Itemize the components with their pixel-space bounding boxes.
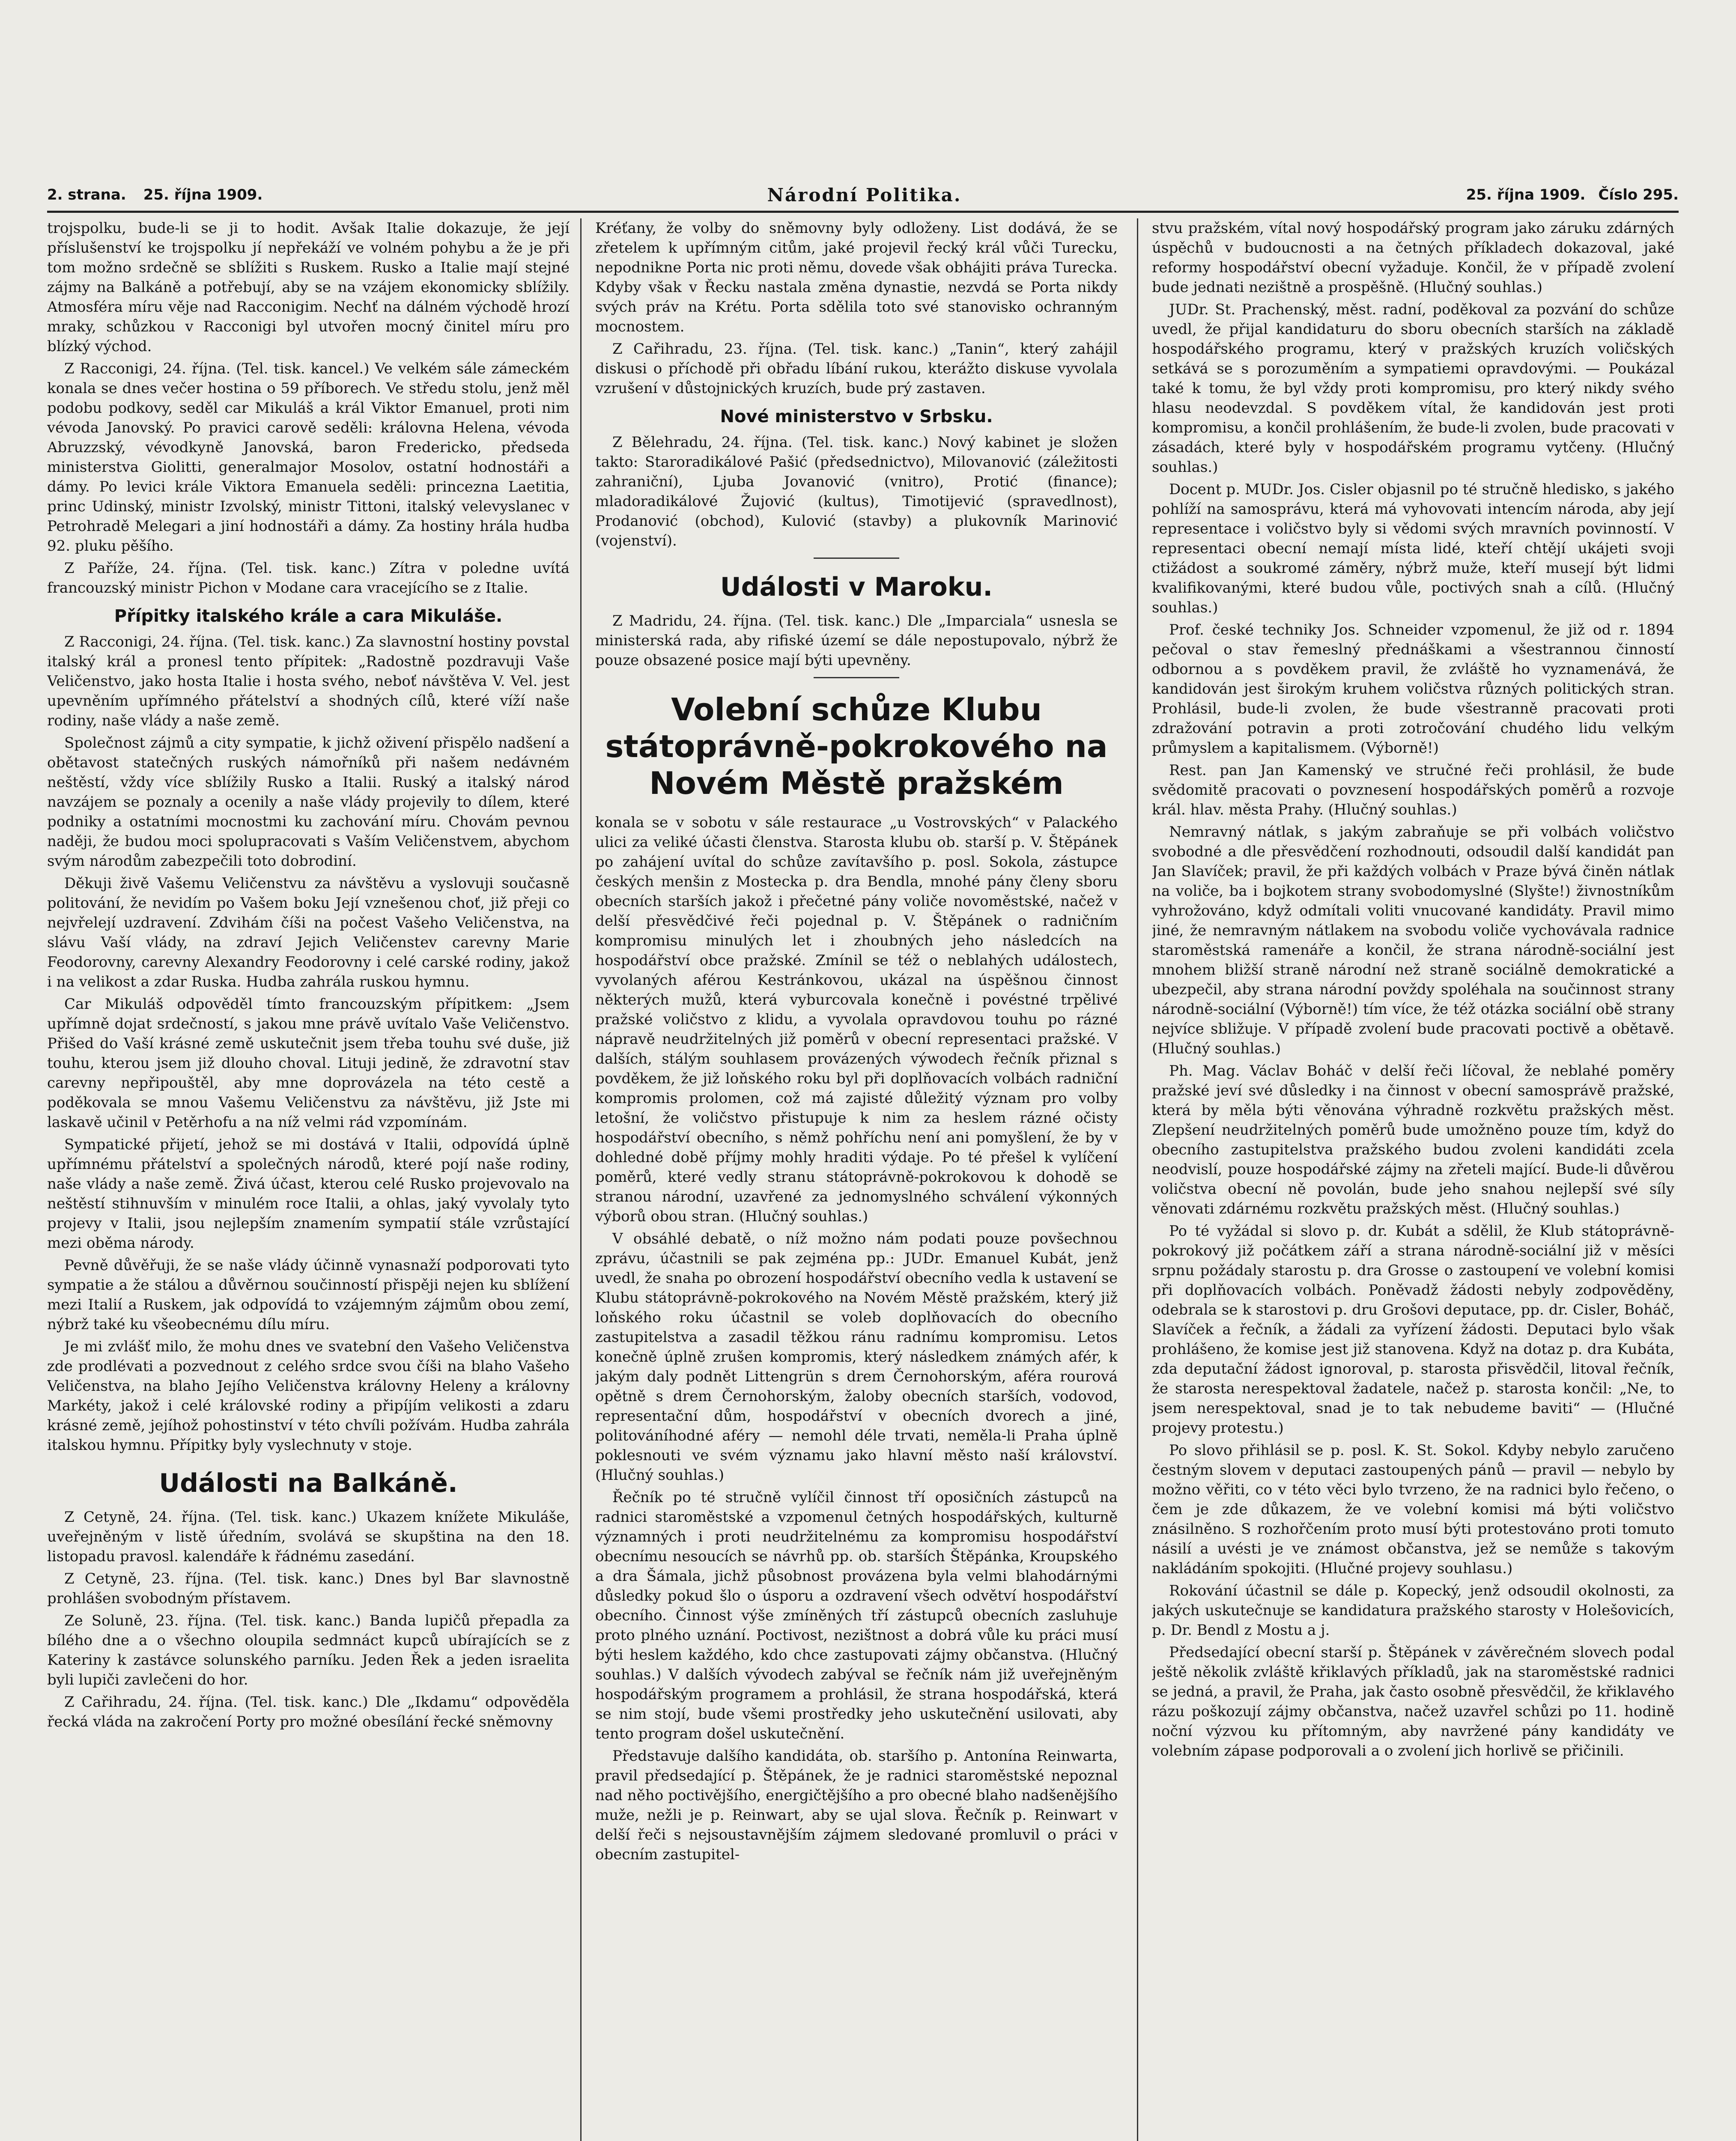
paragraph: Nemravný nátlak, s jakým zabraňuje se při volbách voličstvo svobodné a dle přesvědčení rozhodnouti, odsoudil další kandidát pan Jan Slavíček; pravil, že při každých volbách v Praze bývá činěn nátlak na voliče, ba i bojkotem strany svobodomyslné (Slyšte!) živnostníkům vyhrožováno, když odmítali voliti vnucované kandidáty. Pravil mimo jiné, že nemravným nátlakem na svobodu voliče vychovávala radnice staroměstská ramenáře a končil, že strana národně-sociální jest mnohem bližší straně národní než straně sociálně demokratické a ubezpečil, aby strana národní povždy spoléhala na součinnost strany národně-sociální (Výborně!) tím více, že též otázka sociální obě strany nejvíce sbližuje. V případě zvolení bude pracovati poctivě a obětavě. (Hlučný souhlas.)	[1152, 823, 1674, 1057]
paragraph: Z Cařihradu, 23. října. (Tel. tisk. kanc.) „Tanin“, který zahájil diskusi o příchodě při obřadu líbání rukou, kterážto diskuse vyvolala vzrušení v důstojnických kruzích, bude prý zastaven.	[595, 340, 1118, 397]
paragraph: JUDr. St. Prachenský, měst. radní, poděkoval za pozvání do schůze uvedl, že přijal kandidaturu do sboru obecních starších na základě hospodářského programu, který v pražských kruzích voličských setkává se s porozuměním a sympatiemi opravdovými. — Poukázal také k tomu, že byl vždy proti kompromisu, pro který nikdy svého hlasu neodevzdal. S povděkem vítal, že kandidován jest proti kompromisu, a končil prohlášením, že bude-li zvolen, bude pracovati v zásadách, které byly v hospodářském programu vytčeny. (Hlučný souhlas.)	[1152, 301, 1674, 476]
paragraph: Z Racconigi, 24. října. (Tel. tisk. kanc.) Za slavnostní hostiny povstal italský král a pronesl tento přípitek: „Radostně pozdravuji Vaše Veličenstvo, jako hosta Italie i hosta svého, neboť návštěva V. Vel. jest upevněním upřímného přátelství a shodných cílů, které víží naše rodiny, naše vlády a naše země.	[47, 633, 570, 729]
column-2	[595, 218, 1118, 2141]
paragraph: Docent p. MUDr. Jos. Cisler objasnil po té stručně hledisko, s jakého pohlíží na samosprávu, která má vyhovovati intencím národa, aby její representace i voličstvo byly si vědomi svých mravních povinností. V representaci obecní nemají místa lidé, kteří chtějí ukájeti svoji ctižádost a soukromé záměry, nýbrž muže, kteří musejí být lidmi kvalifikovanými, které budou vůle, poctivých snah a cílů. (Hlučný souhlas.)	[1152, 481, 1674, 616]
paragraph: Rokování účastnil se dále p. Kopecký, jenž odsoudil okolnosti, za jakých uskutečnuje se kandidatura pražského starosty v Holešovicích, p. Dr. Bendl z Mostu a j.	[1152, 1582, 1674, 1639]
column-divider	[1137, 218, 1138, 2141]
paragraph: Pevně důvěřuji, že se naše vlády účinně vynasnaží podporovati tyto sympatie a že stálou a důvěrnou součinností přispěji nejen ku sblížení mezi Italií a Ruskem, jak odpovídá to vzájemným zájmům obou zemí, nýbrž také ku všeobecnému dílu míru.	[47, 1257, 570, 1333]
separator-rule	[814, 677, 899, 678]
paragraph: Rest. pan Jan Kamenský ve stručné řeči prohlásil, že bude svědomitě pracovati o povznesení hospodářských poměrů a rozvoje král. hlav. města Prahy. (Hlučný souhlas.)	[1152, 762, 1674, 818]
paragraph: V obsáhlé debatě, o níž možno nám podati pouze povšechnou zprávu, účastnili se pak zejména pp.: JUDr. Emanuel Kubát, jenž uvedl, že snaha po obrození hospodářství obecního vedla k ustavení se Klubu státoprávně-pokrokového na Novém Městě pražském, který již loňského roku účastnil se voleb doplňovacích do obecního zastupitelstva a zasadil těžkou ránu radnímu kompromisu. Letos konečně úplně zrušen kompromis, který následkem známých afér, k jakým daly podnět Littengrün s drem Černohorským, aféra rourová opětně s drem Černohorským, žaloby obecních starších, vodovod, representační dům, hospodářství v obecních dvorech a jiné, politováníhodné aféry — nemohl déle trvati, neměla-li Praha úplně poklesnouti ve svém významu jako hlavní město naší království. (Hlučný souhlas.)	[595, 1230, 1118, 1484]
paragraph: Z Bělehradu, 24. října. (Tel. tisk. kanc.) Nový kabinet je složen takto: Staroradikálové Pašić (předsednictvo), Milovanović (záležitosti zahraniční), Ljuba Jovanović (vnitro), Protić (finance); mladoradikálové Žujović (kultus), Timotijević (spravedlnost), Prodanović (obchod), Kulović (stavby) a plukovník Marinović (vojenství).	[595, 434, 1118, 549]
header-right	[1466, 186, 1679, 203]
column-divider	[580, 218, 582, 2141]
page-number: 2. strana.	[47, 186, 126, 203]
header-date-right: 25. října 1909.	[1466, 186, 1586, 203]
column-3	[1152, 218, 1674, 2141]
paragraph: Z Cetyně, 23. října. (Tel. tisk. kanc.) Dnes byl Bar slavnostně prohlášen svobodným přístavem.	[47, 1570, 570, 1607]
masthead: Národní Politika.	[767, 184, 962, 206]
paragraph: Prof. české techniky Jos. Schneider vzpomenul, že již od r. 1894 pečoval o stav řemeslný přednáškami a všestrannou činností odbornou a s povděkem pravil, že zvláště ho vyznamenává, že kandidován jest širokým kruhem voličstva různých politických stran. Prohlásil, bude-li zvolen, že bude všestranně pracovati proti zdražování potravin a proti zotročování chudého lidu velkým průmyslem a kapitalismem. (Výborně!)	[1152, 621, 1674, 757]
paragraph: trojspolku, bude-li se ji to hodit. Avšak Italie dokazuje, že její příslušenství ke trojspolku jí nepřekáží ve volném pohybu a že je při tom možno srdečně se sblížiti s Ruskem. Rusko a Italie mají stejné zájmy na Balkáně a potřebují, aby se na vzájem ekonomicky sblížily. Atmosféra míru věje nad Racconigim. Nechť na dálném východě hrozí mraky, schůzkou v Racconigi byl utvořen mocný činitel míru pro blízký východ.	[47, 220, 570, 355]
header-rule	[47, 211, 1679, 213]
paragraph: Po slovo přihlásil se p. posl. K. St. Sokol. Kdyby nebylo zaručeno čestným slovem v deputaci zastoupených pánů — pravil — nebylo by možno věřiti, co v této věci bylo tvrzeno, že na radnici bylo řečeno, o čem je zde důkazem, že ve volební komisi má býti voličstvo znásilněno. S rozhořčením proto musí býti protestováno proti tomuto násilí a uvésti je ve známost občanstva, jež se nemůže s takovým nakládáním spokojiti. (Hlučné projevy souhlasu.)	[1152, 1442, 1674, 1577]
paragraph: Předsedající obecní starší p. Štěpánek v závěrečném slovech podal ještě několik zvláště křiklavých příkladů, jak na staroměstské radnici se jedná, a pravil, že Praha, jak často osobně přesvědčil, že křiklavého rázu poškozují zájmy občanstva, načež uzavřel schůzi po 11. hodině noční výzvou ku přítomným, aby navržené pány kandidáty ve volebním zápase podporovali a o zvolení jich horlivě se přičinili.	[1152, 1644, 1674, 1759]
section-heading: Nové ministerstvo v Srbsku.	[720, 407, 993, 426]
paragraph: Řečník po té stručně vylíčil činnost tří oposičních zástupců na radnici staroměstské a vzpomenul četných hospodářských, kulturně významných i proti neudržitelnému za kompromisu hospodářství obecnímu nesoucích se návrhů pp. ob. starších Štěpánka, Kroupského a dra Šámala, jichž působnost provázena byla velmi blahodárnými důsledky pokud šlo o úsporu a ozdravení všech odvětví hospodářství obecního. Činnost výše zmíněných tří zástupců obecních zasluhuje proto plného uznání. Poctivost, nezištnost a dobrá vůle ku práci musí býti heslem každého, kdo chce zastupovati zájmy občanstva. (Hlučný souhlas.) V dalších vývodech zabýval se řečník nám již uveřejněným hospodářským programem a prohlásil, že strana hospodářská, která se nim stojí, bude všemi prostředky jeho uskutečnění usilovati, aby tento program došel uskutečnění.	[595, 1489, 1118, 1742]
section-heading: Přípitky italského krále a cara Mikuláše.	[114, 606, 503, 626]
paragraph: Z Cařihradu, 24. října. (Tel. tisk. kanc.) Dle „Ikdamu“ odpověděla řecká vláda na zakročení Porty pro možné obesílání řecké sněmovny	[47, 1694, 570, 1730]
paragraph: stvu pražském, vítal nový hospodářský program jako záruku zdárných úspěchů v budoucnosti a na četných příkladech dokazoval, jaké reformy hospodářství obecní vyžaduje. Končil, že v případě zvolení bude jednati nezištně a prospěšně. (Hlučný souhlas.)	[1152, 220, 1674, 296]
paragraph: Z Paříže, 24. října. (Tel. tisk. kanc.) Zítra v poledne uvítá francouzský ministr Pichon v Modane cara vracejícího se z Italie.	[47, 560, 570, 596]
paragraph: Představuje dalšího kandidáta, ob. staršího p. Antonína Reinwarta, pravil předsedající p. Štěpánek, že je radnici staroměstské nepoznal nad něho poctivějšího, energičtějšího a pro obecné blaho nadšenějšího muže, nežli je p. Reinwart, aby se ujal slova. Řečník p. Reinwart v delší řeči s nejsoustavnějším zájmem sledované promluvil o práci v obecním zastupitel-	[595, 1747, 1118, 1863]
paragraph: Společnost zájmů a city sympatie, k jichž oživení přispělo nadšení a obětavost statečných ruských námořníků při našem nedávném neštěstí, vždy více sblížily Rusko a Italii. Ruský a italský národ navzájem se poznaly a ocenily a naše vlády projevily to dílem, které podniky a ostatními mocnostmi ku zachování míru. Chovám pevnou naději, že budou moci spolupracovati s Vaším Veličenstvem, abychom svým národům zabezpečili toto dobrodiní.	[47, 734, 570, 870]
paragraph: Po té vyžádal si slovo p. dr. Kubát a sdělil, že Klub státoprávně-pokrokový již počátkem září a strana národně-sociální již v měsíci srpnu požádaly starostu p. dra Grosse o zastoupení ve volební komisi při doplňovacích volbách. Poněvadž žádosti nebyly zodpověděny, odebrala se k starostovi p. dru Grošovi deputace, pp. dr. Cisler, Boháč, Slavíček a řečník, a žádali za vyřízení žádosti. Deputaci bylo však prohlášeno, že komise jest již stanovena. Když na dotaz p. dra Kubáta, zda deputační žádost ignoroval, p. starosta přisvědčil, litoval řečník, že starosta nerespektoval žadatele, načež p. starosta končil: „Ne, to jsem nerespektoval, snad je to tak nebudeme baviti“ — (Hlučné projevy protestu.)	[1152, 1223, 1674, 1437]
paragraph: Z Cetyně, 24. října. (Tel. tisk. kanc.) Ukazem knížete Mikuláše, uveřejněným v listě úředním, svolává se skupština na den 18. listopadu pravosl. kalendáře k řádnému zasedání.	[47, 1509, 570, 1565]
section-heading: Volební schůze Klubu státoprávně-pokrokového na Novém Městě pražském	[605, 692, 1108, 801]
paragraph: Ph. Mag. Václav Boháč v delší řeči líčoval, že neblahé poměry pražské jeví své důsledky i na činnost v obecní samosprávě pražské, která by měla býti věnována výhradně rozkvětu pražských měst. Zlepšení neudržitelných poměrů bude umožněno pouze tím, když do obecního zastupitelstva pražského budou zvoleni kandidáti zcela neodvislí, pouze hospodářské zájmy na zřeteli mající. Bude-li důvěrou voličstva obecní ně povolán, bude jeho snahou nejlepší své síly věnovati zdárnému rozkvětu pražských měst. (Hlučný souhlas.)	[1152, 1062, 1674, 1217]
paragraph: Kréťany, že volby do sněmovny byly odloženy. List dodává, že se zřetelem k upřímným citům, jaké projevil řecký král vůči Turecku, nepodnikne Porta nic proti němu, dovede však obhájiti práva Turecka. Kdyby však v Řecku nastala změna dynastie, nezvdá se Porta nikdy svých práv na Krétu. Porta sdělila toto své stanovisko ochranným mocnostem.	[595, 220, 1118, 335]
column-1	[47, 218, 570, 2141]
header-date-left: 25. října 1909.	[143, 186, 263, 203]
issue-number: Číslo 295.	[1598, 186, 1679, 203]
section-heading: Události v Maroku.	[720, 572, 993, 602]
page-header	[47, 180, 1679, 210]
paragraph: konala se v sobotu v sále restaurace „u Vostrovských“ v Palackého ulici za veliké účasti členstva. Starosta klubu ob. starší p. V. Štěpánek po zahájení uvítal do schůze zavítavšího p. posl. Sokola, zástupce českých menšin z Mostecka p. dra Bendla, mnohé pány členy sboru obecních starších jakož i přečetné pány voliče novoměstské, načež v delší přesvědčivé řeči pojednal p. V. Štěpánek o radničním kompromisu minulých let i zhoubných jeho následcích na hospodářství obce pražské. Zmínil se též o neblahých událostech, vyvolaných aférou Kestránkovou, ukázal na úspěšnou činnost některých mužů, která vyburcovala konečně i povéstné trpělivé pražské voličstvo z klidu, a vyvolala opravdovou touhu po rázné nápravě neudržitelných již poměrů v obecní representaci pražské. V dalších, stálým souhlasem provázených výwodech řečník přiznal s povděkem, že již loňského roku byl při doplňovacích volbách radniční kompromis prolomen, což má zajisté důležitý význam pro volby letošní, že voličstvo přistupuje k nim za heslem rázné očisty hospodářství obecního, s němž pohříchu není ani pomyšlení, že by v dohledné době příjmy mohly hraditi výdaje. Po té přešel k vylíčení poměrů, které vedly stranu státoprávně-pokrokovou k dohodě se stranou národní, uzavřené za jednomyslného schválení výkonných výborů obou stran. (Hlučný souhlas.)	[595, 814, 1118, 1225]
paragraph: Ze Soluně, 23. října. (Tel. tisk. kanc.) Banda lupičů přepadla za bílého dne a o všechno oloupila sedmnáct kupců ubírajících se z Kateriny k zastávce solunského parníku. Jeden Řek a jeden israelita byli lupiči zavlečeni do hor.	[47, 1612, 570, 1688]
separator-rule	[814, 558, 899, 559]
header-left	[47, 186, 262, 203]
paragraph: Z Racconigi, 24. října. (Tel. tisk. kancel.) Ve velkém sále zámeckém konala se dnes večer hostina o 59 příborech. Ve středu stolu, jenž měl podobu podkovy, seděl car Mikuláš a král Viktor Emanuel, proti nim vévoda Janovský. Po pravici carově seděli: královna Helena, vévoda Abruzzský, vévodkyně Janovská, baron Fredericko, předseda ministerstva Giolitti, generalmajor Mosolov, ostatní hodnostáři a dámy. Po levici krále Viktora Emanuela seděli: princezna Laetitia, princ Udinský, ministr Izvolský, ministr Tittoni, italský velevyslanec v Petrohradě Melegari a jiní hodnostáři a dámy. Za hostiny hrála hudba 92. pluku pěšího.	[47, 360, 570, 555]
paragraph: Car Mikuláš odpověděl tímto francouzským přípitkem: „Jsem upřímně dojat srdečností, s jakou mne právě uvítalo Vaše Veličenstvo. Přišed do Vaší krásné země uskutečnit jsem třeba touhu své duše, již touhu, kterou jsem již dlouho choval. Lituji jedině, že zdravotní stav carevny nepřipouštěl, aby mne doprovázela na této cestě a poděkovala se mnou Vašemu Veličenstvu za návštěvu, již Jste mi laskavě učinil v Petěrhofu a na níž velmi rád vzpomínám.	[47, 996, 570, 1131]
paragraph: Děkuji živě Vašemu Veličenstvu za návštěvu a vyslovuji současně politování, že nevidím po Vašem boku Její vznešenou choť, již přeji co nejvřelejí uzdravení. Zdvihám číši na počest Vašeho Veličenstva, na slávu Vaší vlády, na zdraví Jejich Veličenstev carevny Marie Feodorovny, carevny Alexandry Feodorovny i celé carské rodiny, jakož i na velikost a zdar Ruska. Hudba zahrála ruskou hymnu.	[47, 875, 570, 990]
paragraph: Je mi zvlášť milo, že mohu dnes ve svatební den Vašeho Veličenstva zde prodlévati a pozvednout z celého srdce svou číši na blaho Vašeho Veličenstva, na blaho Jejího Veličenstva královny Heleny a královny Markéty, jakož i celé královské rodiny a připíjím velikosti a zdaru krásné země, jejíhož pohostinství v této chvíli požívám. Hudba zahrála italskou hymnu. Přípitky byly vyslechnuty v stoje.	[47, 1338, 570, 1454]
paragraph: Sympatické přijetí, jehož se mi dostává v Italii, odpovídá úplně upřímnému přátelství a společných národů, které pojí naše rodiny, naše vlády a naše země. Živá účast, kterou celé Rusko projevovalo na neštěstí stihnuvším v minulém roce Italii, a ohlas, jaký vyvolaly tyto projevy v Italii, jsou nejlepším znamením sympatií stále vzrůstající mezi oběma národy.	[47, 1136, 570, 1252]
section-heading: Události na Balkáně.	[159, 1468, 458, 1498]
paragraph: Z Madridu, 24. října. (Tel. tisk. kanc.) Dle „Imparciala“ usnesla se ministerská rada, aby rifiské území se dále nepostupovalo, nýbrž že pouze obsazené posice mají býti upevněny.	[595, 612, 1118, 669]
